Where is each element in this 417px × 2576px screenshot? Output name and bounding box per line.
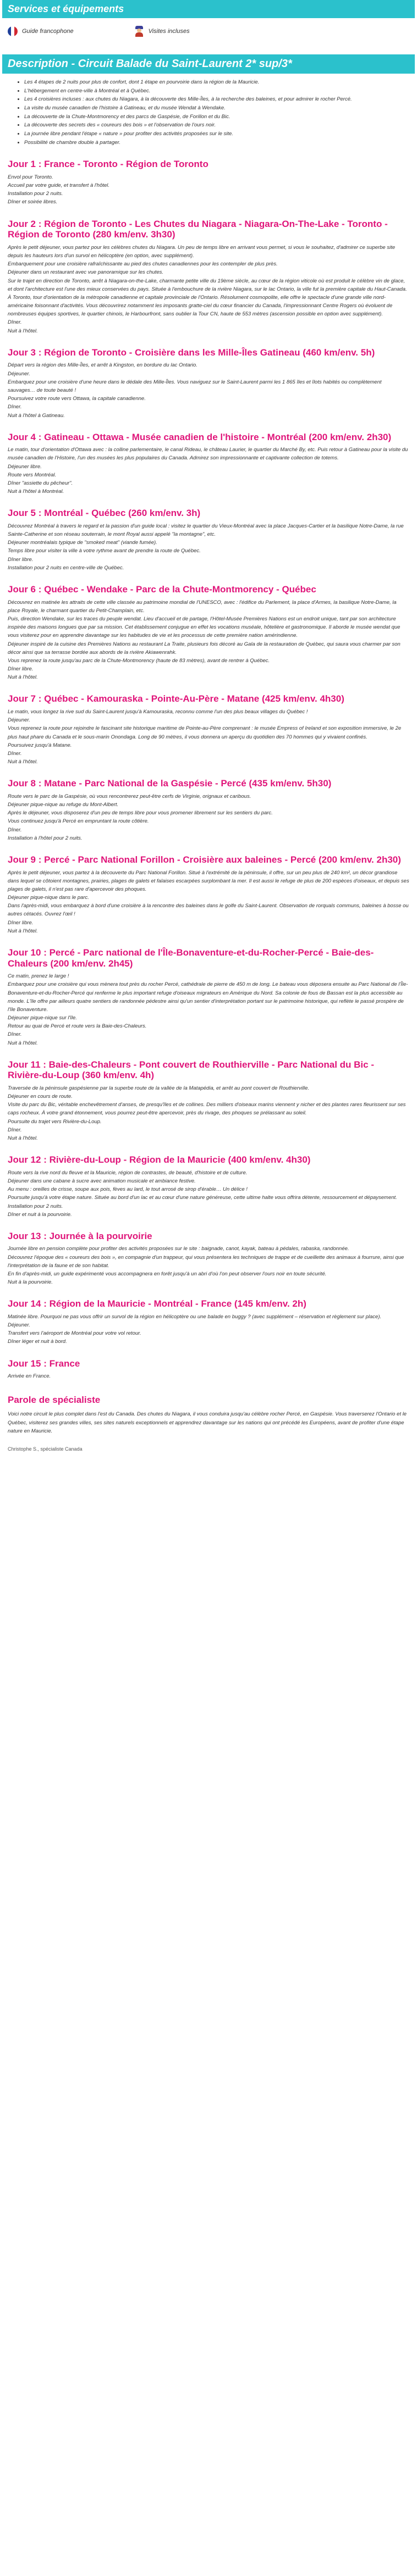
- day-line: Déjeuner.: [8, 1322, 30, 1329]
- day-title: Jour 13 : Journée à la pourvoirie: [8, 1230, 152, 1241]
- day-title: Jour 9 : Percé - Parc National Forillon - Croisière aux baleines - Percé (200 km/env. 2h30): [8, 854, 401, 865]
- day-line: Déjeuner libre.: [8, 463, 42, 470]
- day-line: Puis, direction Wendake, sur les traces du peuple wendat. Lieu d'accueil et de partage, l'Hôtel-Musée Premières Nations est un endroit unique, tant par son architecture inspirée des maisons longues que par sa mission. Cet établissement conjugue en effet les vocations muséale, hôtelière et gastronomique. Il aborde le musée wendat que vous visiterez pour en apprendre davantage sur les habitudes de vie et les processus de cette première nation amérindienne.: [8, 615, 400, 639]
- day-line: Route vers le parc de la Gaspésie, où vous rencontrerez peut-être cerfs de Virginie, orignaux et caribous.: [8, 793, 251, 800]
- day-line: Nuit à l'hôtel.: [8, 759, 38, 765]
- day-description: [8, 1313, 409, 1346]
- highlight-item: • La visite du musée canadien de l'histoire à Gatineau, et du musée Wendat à Wendake.: [24, 104, 415, 113]
- day-description: [8, 708, 409, 766]
- day-title: Jour 10 : Percé - Parc national de l'Île-Bonaventure-et-du-Rocher-Percé - Baie-des-Chaleurs (200 km/env. 2h45): [8, 947, 374, 969]
- day-line: Déjeuner montréalais typique de "smoked meat" (viande fumée).: [8, 540, 157, 546]
- day-line: Visite du parc du Bic, véritable enchevêtrement d'anses, de presqu'îles et de collines. Des milliers d'oiseaux marins viennent y nicher et des plantes rares fleurissent sur ses caps rocheux. À votre grand étonnement, vous pourrez peut-être apercevoir, près du rivage, des phoques se prélassant au soleil.: [8, 1102, 406, 1117]
- day-title: Jour 2 : Région de Toronto - Les Chutes du Niagara - Niagara-On-The-Lake - Toronto - Région de Toronto (280 km/env. 3h30): [8, 218, 388, 240]
- day-line: Découvrez Montréal à travers le regard et la passion d'un guide local : visitez le quartier du Vieux-Montréal avec la place Jacques-Cartier et la basilique Notre-Dame, la rue Sainte-Catherine et son réseau souterrain, le mont Royal aussi appelé "la montagne", etc.: [8, 523, 404, 538]
- day-line: À Toronto, tour d'orientation de la métropole canadienne et capitale provinciale de l'Ontario. Résolument cosmopolite, elle offre le spectacle d'une grande ville nord-américaine foisonnant d'activités. Vous découvrirez notamment les imposants gratte-ciel du cœur financier du Canada, l'impressionnant Centre Rogers où évoluent de nombreuses équipes sportives, le quartier chinois, le Harbourfront, sans oublier la Tour CN, haute de 553 mètres (ascension possible en option avec supplément).: [8, 294, 393, 318]
- day-line: Nuit à l'hôtel à Gatineau.: [8, 412, 65, 419]
- day-line: Traversée de la péninsule gaspésienne par la superbe route de la vallée de la Matapédia, et arrêt au pont couvert de Routhierville.: [8, 1085, 309, 1091]
- french-flag-icon: [8, 26, 18, 36]
- day-line: Déjeuner inspiré de la cuisine des Premières Nations au restaurant La Traite, plusieurs fois décoré au Gala de la restauration de Québec, qui saura vous charmer par son décor ainsi que sa terrasse bordée aux abords de la rivière Akiawenrahk.: [8, 641, 400, 656]
- day-title: Jour 5 : Montréal - Québec (260 km/env. 3h): [8, 508, 201, 519]
- day-title: Jour 3 : Région de Toronto - Croisière dans les Mille-Îles Gatineau (460 km/env. 5h): [8, 347, 375, 358]
- day-title: Jour 14 : Région de la Mauricie - Montréal - France (145 km/env. 2h): [8, 1298, 306, 1309]
- day-line: Déjeuner en cours de route.: [8, 1093, 73, 1100]
- description-banner: Description - Circuit Balade du Saint-Laurent 2* sup/3*: [2, 54, 415, 74]
- guide-person-icon: [134, 26, 144, 37]
- day-line: Poursuite du trajet vers Rivière-du-Loup.: [8, 1118, 102, 1125]
- day-title: Jour 11 : Baie-des-Chaleurs - Pont couvert de Routhierville - Parc National du Bic - Rivière-du-Loup (360 km/env. 4h): [8, 1059, 374, 1081]
- day-description: [8, 446, 409, 496]
- day-line: Dans l'après-midi, vous embarquez à bord d'une croisière à la rencontre des baleines dans le golfe du Saint-Laurent. Observation de rorquals communs, baleines à bosse ou autres cétacés. Ouvrez l'œil !: [8, 903, 409, 918]
- day-line: Dîner et soirée libres.: [8, 199, 58, 206]
- day-line: Sur le trajet en direction de Toronto, arrêt à Niagara-on-the-Lake, charmante petite ville du 19ème siècle, au cœur de la région viticole où est produit le célèbre vin de glace, et dont l'architecture est l'une des mieux conservées du pays. Située à l'embouchure de la rivière Niagara, sur le lac Ontario, la ville fut la première capitale du Haut-Canada.: [8, 277, 407, 292]
- services-banner: Services et équipements: [2, 0, 415, 18]
- service-guide: [8, 26, 74, 37]
- day-line: Temps libre pour visiter la ville à votre rythme avant de prendre la route de Québec.: [8, 548, 201, 554]
- day-line: Dîner libre.: [8, 666, 34, 673]
- highlight-item: • Les 4 croisières incluses : aux chutes du Niagara, à la découverte des Mille-Îles, à la recherche des baleines, et pour admirer le rocher Percé.: [24, 95, 415, 104]
- day-title: Jour 15 : France: [8, 1358, 80, 1369]
- day-line: Arrivée en France.: [8, 1373, 51, 1380]
- day-description: [8, 522, 409, 572]
- day-line: Vous reprenez la route pour rejoindre le fascinant site historique maritime de Pointe-au-Père comprenant : le musée Empress of Ireland et son exposition immersive, le 2e plus haut phare du Canada et le sous-marin Onondaga. Long de 90 mètres, il vous donnera un aperçu du quotidien des 70 hommes qui y vivaient confinés.: [8, 725, 402, 740]
- highlight-item: • La découverte des secrets des « coureurs des bois » et l'observation de l'ours noir.: [24, 121, 415, 130]
- day-description: [8, 1084, 409, 1142]
- day-line: Nuit à l'hôtel.: [8, 327, 38, 334]
- day-line: Embarquez pour une croisière d'une heure dans le dédale des Mille-Îles. Vous naviguez sur le Saint-Laurent parmi les 1 865 îles et îlots habités ou complètement sauvages… de toute beauté !: [8, 379, 382, 393]
- day-line: Déjeuner.: [8, 717, 30, 724]
- highlights-list: [2, 78, 415, 147]
- day-line: Vous reprenez la route jusqu'au parc de la Chute-Montmorency (haute de 83 mètres), avant de rentrer à Québec.: [8, 657, 270, 664]
- highlight-item: • La découverte de la Chute-Montmorency et des parcs de Gaspésie, de Forillon et du Bic.: [24, 113, 415, 121]
- day-description: [8, 361, 409, 419]
- day-line: Embarquement pour une croisière rafraîchissante au pied des chutes canadiennes pour les contempler de plus près.: [8, 261, 278, 268]
- service-guide-label: Guide francophone: [22, 28, 74, 35]
- day-line: Poursuivez votre route vers Ottawa, la capitale canadienne.: [8, 396, 146, 402]
- day-description: [8, 173, 409, 207]
- day-line: Le matin, tour d'orientation d'Ottawa avec : la colline parlementaire, le canal Rideau, le château Laurier, le quartier du Marché By, etc. Puis retour à Gatineau pour la visite du musée canadien de l'Histoire, l'un des musées les plus populaires du Canada. Admirez son impressionnante et captivante collection de totems.: [8, 447, 408, 462]
- day-title: Jour 12 : Rivière-du-Loup - Région de la Mauricie (400 km/env. 4h30): [8, 1154, 311, 1165]
- service-visits: [134, 26, 190, 37]
- day-line: Dîner libre.: [8, 919, 34, 926]
- day-description: [8, 598, 409, 682]
- day-line: Nuit à la pourvoirie.: [8, 1279, 53, 1286]
- day-line: Accueil par votre guide, et transfert à l'hôtel.: [8, 182, 110, 189]
- day-line: Dîner et nuit à la pourvoirie.: [8, 1211, 72, 1218]
- day-description: [8, 869, 409, 936]
- expert-text: Voici notre circuit le plus complet dans l'est du Canada. Des chutes du Niagara, il vous conduira jusqu'au célèbre rocher Percé, en Gaspésie. Vous traverserez l'Ontario et le Québec, visiterez ses grandes villes, ses sites naturels exceptionnels et apprendrez davantage sur les nations qui ont précédé les Européens, avant de profiter d'une étape nature en Mauricie.: [8, 1411, 407, 1434]
- day-line: Au menu : oreilles de crisse, soupe aux pois, fèves au lard, le tout arrosé de sirop d'érable… Un délice !: [8, 1186, 248, 1193]
- day-line: Poursuite jusqu'à votre étape nature. Située au bord d'un lac et au cœur d'une nature généreuse, cette ultime halte vous offrira détente, ressourcement et dépaysement.: [8, 1195, 397, 1201]
- day-line: En fin d'après-midi, un guide expérimenté vous accompagnera en forêt jusqu'à un abri d'où l'on peut observer l'ours noir en toute sécurité.: [8, 1271, 327, 1277]
- day-description: [8, 972, 409, 1047]
- day-line: Déjeuner pique-nique sur l'île.: [8, 1015, 77, 1021]
- day-line: Retour au quai de Percé et route vers la Baie-des-Chaleurs.: [8, 1023, 147, 1030]
- day-description: [8, 1372, 409, 1380]
- day-line: Transfert vers l'aéroport de Montréal pour votre vol retour.: [8, 1330, 141, 1337]
- day-line: Matinée libre. Pourquoi ne pas vous offrir un survol de la région en hélicoptère ou une balade en buggy ? (avec supplément – réservation et règlement sur place).: [8, 1313, 382, 1320]
- itinerary: [2, 159, 415, 1380]
- day-line: Après le petit déjeuner, vous partez à la découverte du Parc National Forillon. Situé à l'extrémité de la péninsule, il offre, sur un peu plus de 240 km², un décor grandiose dans lequel se côtoient montagnes, prairies, plages de galets et falaises escarpées surplombant la mer. Il est aussi le refuge de plus de 200 espèces d'oiseaux, et depuis ses plages de galets, il n'est pas rare d'apercevoir des phoques.: [8, 869, 409, 892]
- day-line: Nuit à l'hôtel.: [8, 928, 38, 934]
- highlight-item: • Possibilité de chambre double à partager.: [24, 138, 415, 147]
- day-line: Route vers Montréal.: [8, 471, 57, 478]
- day-line: Dîner.: [8, 1031, 22, 1038]
- day-line: Route vers la rive nord du fleuve et la Mauricie, région de contrastes, de beauté, d'histoire et de culture.: [8, 1169, 248, 1176]
- day-line: Ce matin, prenez le large !: [8, 973, 69, 980]
- day-description: [8, 1245, 409, 1286]
- day-line: Dîner.: [8, 319, 22, 326]
- day-description: [8, 1169, 409, 1219]
- day-line: Déjeuner pique-nique dans le parc.: [8, 895, 89, 901]
- day-line: Nuit à l'hôtel à Montréal.: [8, 488, 64, 495]
- day-line: Dîner.: [8, 1126, 22, 1133]
- day-title: Jour 7 : Québec - Kamouraska - Pointe-Au-Père - Matane (425 km/env. 4h30): [8, 693, 344, 704]
- day-title: Jour 8 : Matane - Parc National de la Gaspésie - Percé (435 km/env. 5h30): [8, 778, 332, 789]
- day-title: Jour 4 : Gatineau - Ottawa - Musée canadien de l'histoire - Montréal (200 km/env. 2h30): [8, 431, 392, 442]
- day-line: Déjeuner dans une cabane à sucre avec animation musicale et ambiance festive.: [8, 1178, 196, 1184]
- day-line: Découvrez l'époque des « coureurs des bois », en compagnie d'un trappeur, qui vous présentera les techniques de trappe et de cueillette des animaux à fourrure, ainsi que l'interprétation de la faune et de son habitat.: [8, 1254, 404, 1269]
- day-line: Installation pour 2 nuits.: [8, 191, 63, 197]
- day-title: Jour 6 : Québec - Wendake - Parc de la Chute-Montmorency - Québec: [8, 584, 316, 595]
- day-line: Installation pour 2 nuits en centre-ville de Québec.: [8, 564, 124, 571]
- highlight-item: • Les 4 étapes de 2 nuits pour plus de confort, dont 1 étape en pourvoirie dans la région de la Mauricie.: [24, 78, 415, 87]
- day-line: Installation pour 2 nuits.: [8, 1203, 63, 1209]
- day-line: Envol pour Toronto.: [8, 174, 53, 180]
- expert-title: Parole de spécialiste: [8, 1395, 101, 1406]
- day-line: Installation à l'hôtel pour 2 nuits.: [8, 835, 83, 841]
- day-line: Vous continuez jusqu'à Percé en empruntant la route côtière.: [8, 818, 149, 825]
- day-line: Départ vers la région des Mille-Îles, et arrêt à Kingston, en bordure du lac Ontario.: [8, 362, 197, 369]
- day-line: Nuit à l'hôtel.: [8, 674, 38, 681]
- day-line: Journée libre en pension complète pour profiter des activités proposées sur le site : baignade, canot, kayak, bateau à pédales, rabaska, randonnée.: [8, 1246, 349, 1252]
- day-line: Dîner.: [8, 826, 22, 833]
- day-line: Embarquez pour une croisière qui vous mènera tout près du rocher Percé, cathédrale de pierre de 450 m de long. Le bateau vous déposera ensuite au Parc National de l'Île-Bonaventure-et-du-Rocher-Percé qui renferme le plus important refuge d'oiseaux migrateurs en Amérique du Nord. Sa colonie de fous de Bassan est la plus accessible au monde. L'île offre par ailleurs quatre sentiers de randonnée pédestre ainsi qu'un sentier d'interprétation portant sur le patrimoine historique, qui reflète le passé prospère de l'île Bonaventure.: [8, 981, 408, 1013]
- day-line: Déjeuner pique-nique au refuge du Mont-Albert.: [8, 802, 119, 808]
- day-line: Dîner "assiette du pêcheur".: [8, 480, 73, 486]
- day-line: Après le déjeuner, vous disposerez d'un peu de temps libre pour vous promener librement sur les sentiers du parc.: [8, 810, 273, 817]
- day-line: Déjeuner dans un restaurant avec vue panoramique sur les chutes.: [8, 269, 164, 276]
- day-line: Dîner.: [8, 750, 22, 757]
- day-line: Découvrez en matinée les attraits de cette ville classée au patrimoine mondial de l'UNESCO, avec : l'édifice du Parlement, la place d'Armes, la basilique Notre-Dame, la place Royale, le charmant quartier du Petit-Champlain, etc.: [8, 599, 397, 614]
- highlight-item: • La journée libre pendant l'étape « nature » pour profiter des activités proposées sur le site.: [24, 130, 415, 138]
- service-visits-label: Visites incluses: [148, 28, 190, 35]
- day-line: Nuit à l'hôtel.: [8, 1040, 38, 1046]
- day-line: Après le petit déjeuner, vous partez pour les célèbres chutes du Niagara. Un peu de temps libre en arrivant vous permet, si vous le souhaitez, d'admirer ce superbe site depuis les hauteurs lors d'un survol en hélicoptère (en option, avec supplément).: [8, 244, 396, 259]
- services-list: [2, 18, 415, 42]
- day-description: [8, 792, 409, 842]
- day-line: Dîner libre.: [8, 556, 34, 563]
- day-line: Dîner.: [8, 404, 22, 410]
- day-line: Le matin, vous longez la rive sud du Saint-Laurent jusqu'à Kamouraska, reconnu comme l'un des plus beaux villages du Québec !: [8, 709, 308, 715]
- highlight-item: • L'hébergement en centre-ville à Montréal et à Québec.: [24, 87, 415, 96]
- expert-signature: Christophe S., spécialiste Canada: [8, 1446, 83, 1452]
- day-line: Nuit à l'hôtel.: [8, 1135, 38, 1142]
- day-description: [8, 243, 409, 335]
- day-line: Dîner léger et nuit à bord.: [8, 1339, 67, 1345]
- day-line: Déjeuner.: [8, 370, 30, 377]
- day-line: Poursuivez jusqu'à Matane.: [8, 742, 72, 748]
- day-title: Jour 1 : France - Toronto - Région de Toronto: [8, 159, 209, 170]
